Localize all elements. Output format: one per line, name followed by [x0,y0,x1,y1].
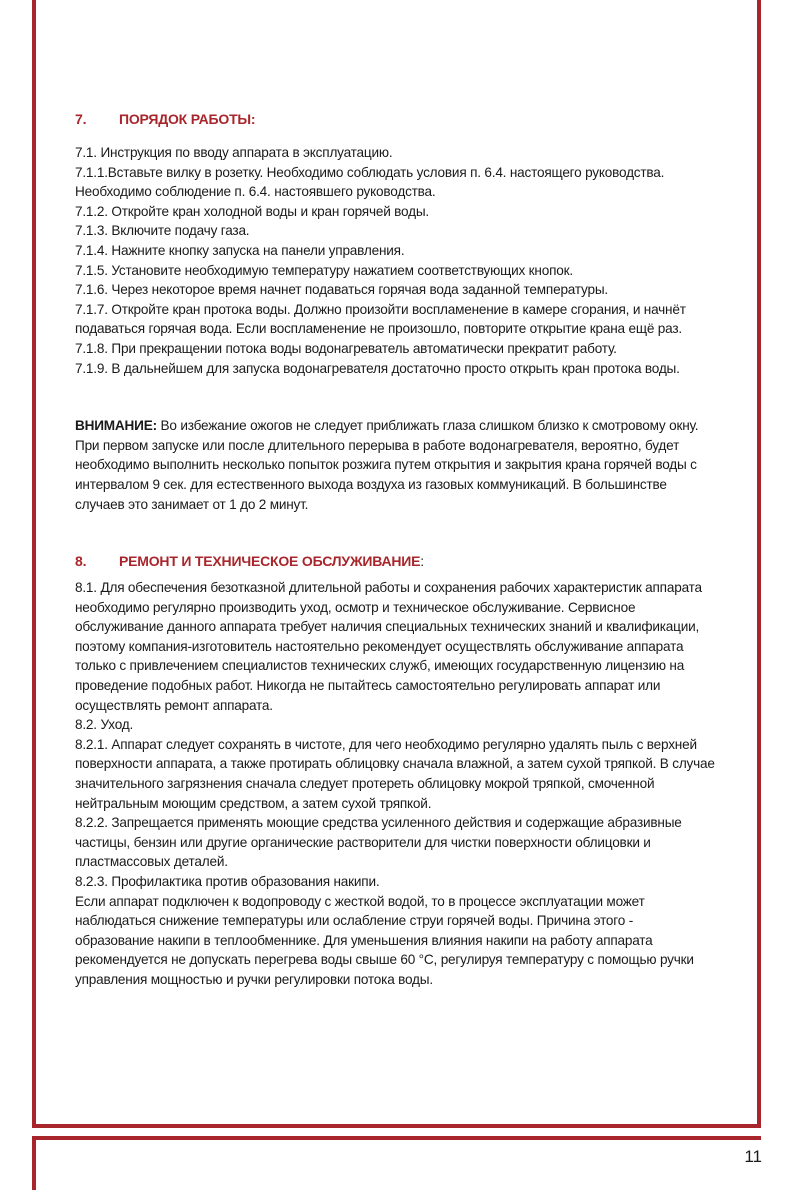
section-7-title: ПОРЯДОК РАБОТЫ: [119,111,256,127]
section-7-heading [75,110,715,130]
maintenance-paragraph: 8.2.1. Аппарат следует сохранять в чистоте, для чего необходимо регулярно удалять пыль с верхней поверхности аппарата, а также протирать облицовку сначала влажной, а затем сухой тряпкой. В случае значительного загрязнения сначала следует протереть облицовку мокрой тряпкой, смоченной нейтральным моющим средством, а затем сухой тряпкой. [75,736,715,811]
maintenance-paragraph: Если аппарат подключен к водопроводу с жесткой водой, то в процессе эксплуатации может наблюдаться снижение температуры или ослабление струи горячей воды. Причина этого - образование накипи в теплообменнике. Для уменьшения влияния накипи на работу аппарата рекомендуется не допускать перегрева воды свыше 60 °С, регулируя температуру с помощью ручки управления мощностью и ручки регулировки потока воды. [75,893,694,987]
instruction-line: 7.1. Инструкция по вводу аппарата в эксплуатацию. [75,145,393,160]
section-8-heading [75,552,715,572]
warning-text: Во избежание ожогов не следует приближать глаза слишком близко к смотровому окну. При первом запуске или после длительного перерыва в работе водонагревателя, вероятно, будет необходимо выполнить несколько попыток розжига путем открытия и закрытия крана горячей воды с интервалом 9 сек. для естественного выхода воздуха из газовых коммуникаций. В большинстве случаев это занимает от 1 до 2 минут. [75,418,699,512]
maintenance-paragraph: 8.2. Уход. [75,717,134,733]
section-8-title: РЕМОНТ И ТЕХНИЧЕСКОЕ ОБСЛУЖИВАНИЕ [119,553,421,570]
instruction-line: 7.1.5. Установите необходимую температуру нажатием соответствующих кнопок. [75,262,573,278]
instruction-line: 7.1.6. Через некоторое время начнет подаваться горячая вода заданной температуры. [75,282,608,298]
instruction-line: 7.1.8. При прекращении потока воды водонагреватель автоматически прекратит работу. [75,340,617,356]
instruction-line: 7.1.9. В дальнейшем для запуска водонагревателя достаточно просто открыть кран протока воды. [75,360,680,376]
page-number: 11 [744,1147,762,1166]
section-7-number: 7. [75,111,87,127]
section-8-number: 8. [75,553,87,570]
page-frame-bottom [32,1136,761,1190]
section-8-body [75,578,715,989]
maintenance-paragraph: 8.1. Для обеспечения безотказной длительной работы и сохранения рабочих характеристик аппарата необходимо регулярно производить уход, осмотр и техническое обслуживание. Сервисное обслуживание данного аппарата требует наличия специальных технических знаний и квалификации, поэтому компания-изготовитель настоятельно рекомендует осуществлять обслуживание аппарата только с привлечением специалистов технических служб, имеющих государственную лицензию на проведение подобных работ. Никогда не пытайтесь самостоятельно регулировать аппарат или осуществлять ремонт аппарата. [75,580,702,713]
instruction-line: 7.1.4. Нажните кнопку запуска на панели управления. [75,242,405,258]
instruction-line: 7.1.2. Откройте кран холодной воды и кран горячей воды. [75,203,429,219]
warning-label: ВНИМАНИЕ: [75,418,157,434]
section-8-colon: : [420,553,424,570]
page-content [75,110,715,990]
instruction-line: 7.1.1.Вставьте вилку в розетку. Необходимо соблюдать условия п. 6.4. настоящего руководства. [75,164,665,180]
section-7-body [75,143,715,378]
instruction-line: 7.1.7. Откройте кран протока воды. Должно произойти воспламенение в камере сгорания, и начнёт подаваться горячая вода. Если воспламенение не произошло, повторите открытие крана ещё раз. [75,301,686,337]
maintenance-paragraph: 8.2.3. Профилактика против образования накипи. [75,874,380,889]
instruction-line: Необходимо соблюдение п. 6.4. настоявшего руководства. [75,184,436,200]
instruction-line: 7.1.3. Включите подачу газа. [75,223,250,239]
warning-paragraph [75,416,715,514]
maintenance-paragraph: 8.2.2. Запрещается применять моющие средства усиленного действия и содержащие абразивные частицы, бензин или другие органические растворители для чистки поверхности облицовки и пластмассовых деталей. [75,815,682,870]
